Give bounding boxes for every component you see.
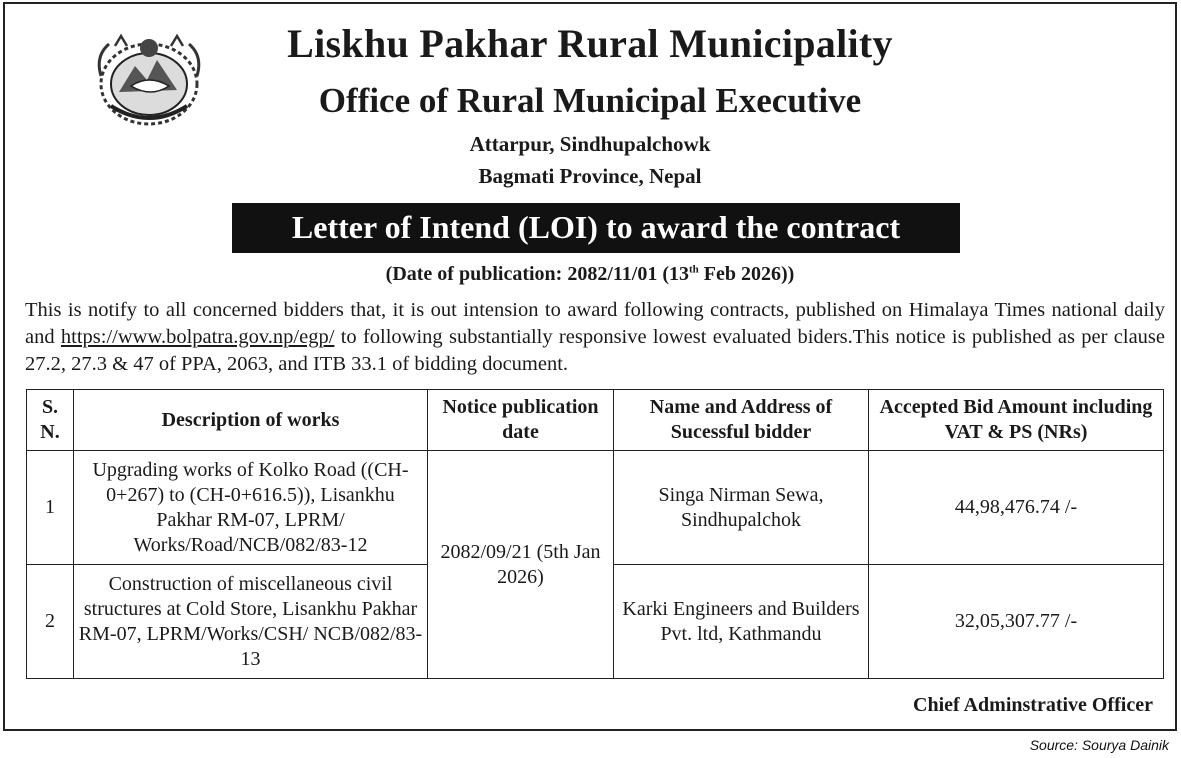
publication-date-suffix: Feb 2026))	[698, 263, 795, 285]
header-notice-date: Notice publication date	[428, 390, 614, 451]
source-credit: Source: Sourya Dainik	[1029, 737, 1169, 753]
contracts-table	[26, 389, 1164, 679]
header-amount: Accepted Bid Amount including VAT & PS (NRs)	[869, 390, 1164, 451]
bolpatra-link[interactable]: https://www.bolpatra.gov.np/egp/	[60, 326, 335, 348]
row-amount: 44,98,476.74 /-	[869, 451, 1164, 565]
address-line-1: Attarpur, Sindhupalchowk	[469, 132, 711, 156]
row-description: Construction of miscellaneous civil structures at Cold Store, Lisankhu Pakhar RM-07, LPRM/Works/CSH/ NCB/082/83-13	[74, 565, 428, 679]
publication-date-sup: th	[689, 263, 699, 276]
municipality-title: Liskhu Pakhar Rural Municipality	[287, 21, 893, 66]
loi-banner: Letter of Intend (LOI) to award the contract	[232, 203, 960, 253]
row-bidder: Singa Nirman Sewa, Sindhupalchok	[614, 451, 869, 565]
row-bidder: Karki Engineers and Builders Pvt. ltd, Kathmandu	[614, 565, 869, 679]
notice-text-part2: to following substantially responsive lowest evaluated biders.This notice is published as per clause 27.2, 27.3 & 47 of PPA, 2063, and ITB 33.1 of bidding document.	[25, 326, 1165, 375]
publication-date	[5, 263, 1175, 286]
table-row	[27, 451, 1164, 565]
row-sn: 2	[27, 565, 74, 679]
row-amount: 32,05,307.77 /-	[869, 565, 1164, 679]
signatory-title: Chief Adminstrative Officer	[913, 694, 1153, 716]
row-notice-date: 2082/09/21 (5th Jan 2026)	[428, 451, 614, 679]
header-description: Description of works	[74, 390, 428, 451]
row-description: Upgrading works of Kolko Road ((CH-0+267) to (CH-0+616.5)), Lisankhu Pakhar RM-07, LPRM/ Works/Road/NCB/082/83-12	[74, 451, 428, 565]
notice-paragraph	[25, 297, 1165, 378]
row-sn: 1	[27, 451, 74, 565]
publication-date-prefix: (Date of publication: 2082/11/01 (13	[385, 263, 689, 285]
table-header-row	[27, 390, 1164, 451]
notice-frame	[3, 2, 1177, 731]
address-line-2: Bagmati Province, Nepal	[478, 164, 702, 188]
office-title: Office of Rural Municipal Executive	[318, 81, 862, 120]
header-sn: S. N.	[27, 390, 74, 451]
notice-text-part1: This is notify to all concerned bidders that, it is out intension to award following contracts, published on Himalaya Times national daily and	[25, 299, 1165, 348]
header-bidder: Name and Address of Sucessful bidder	[614, 390, 869, 451]
